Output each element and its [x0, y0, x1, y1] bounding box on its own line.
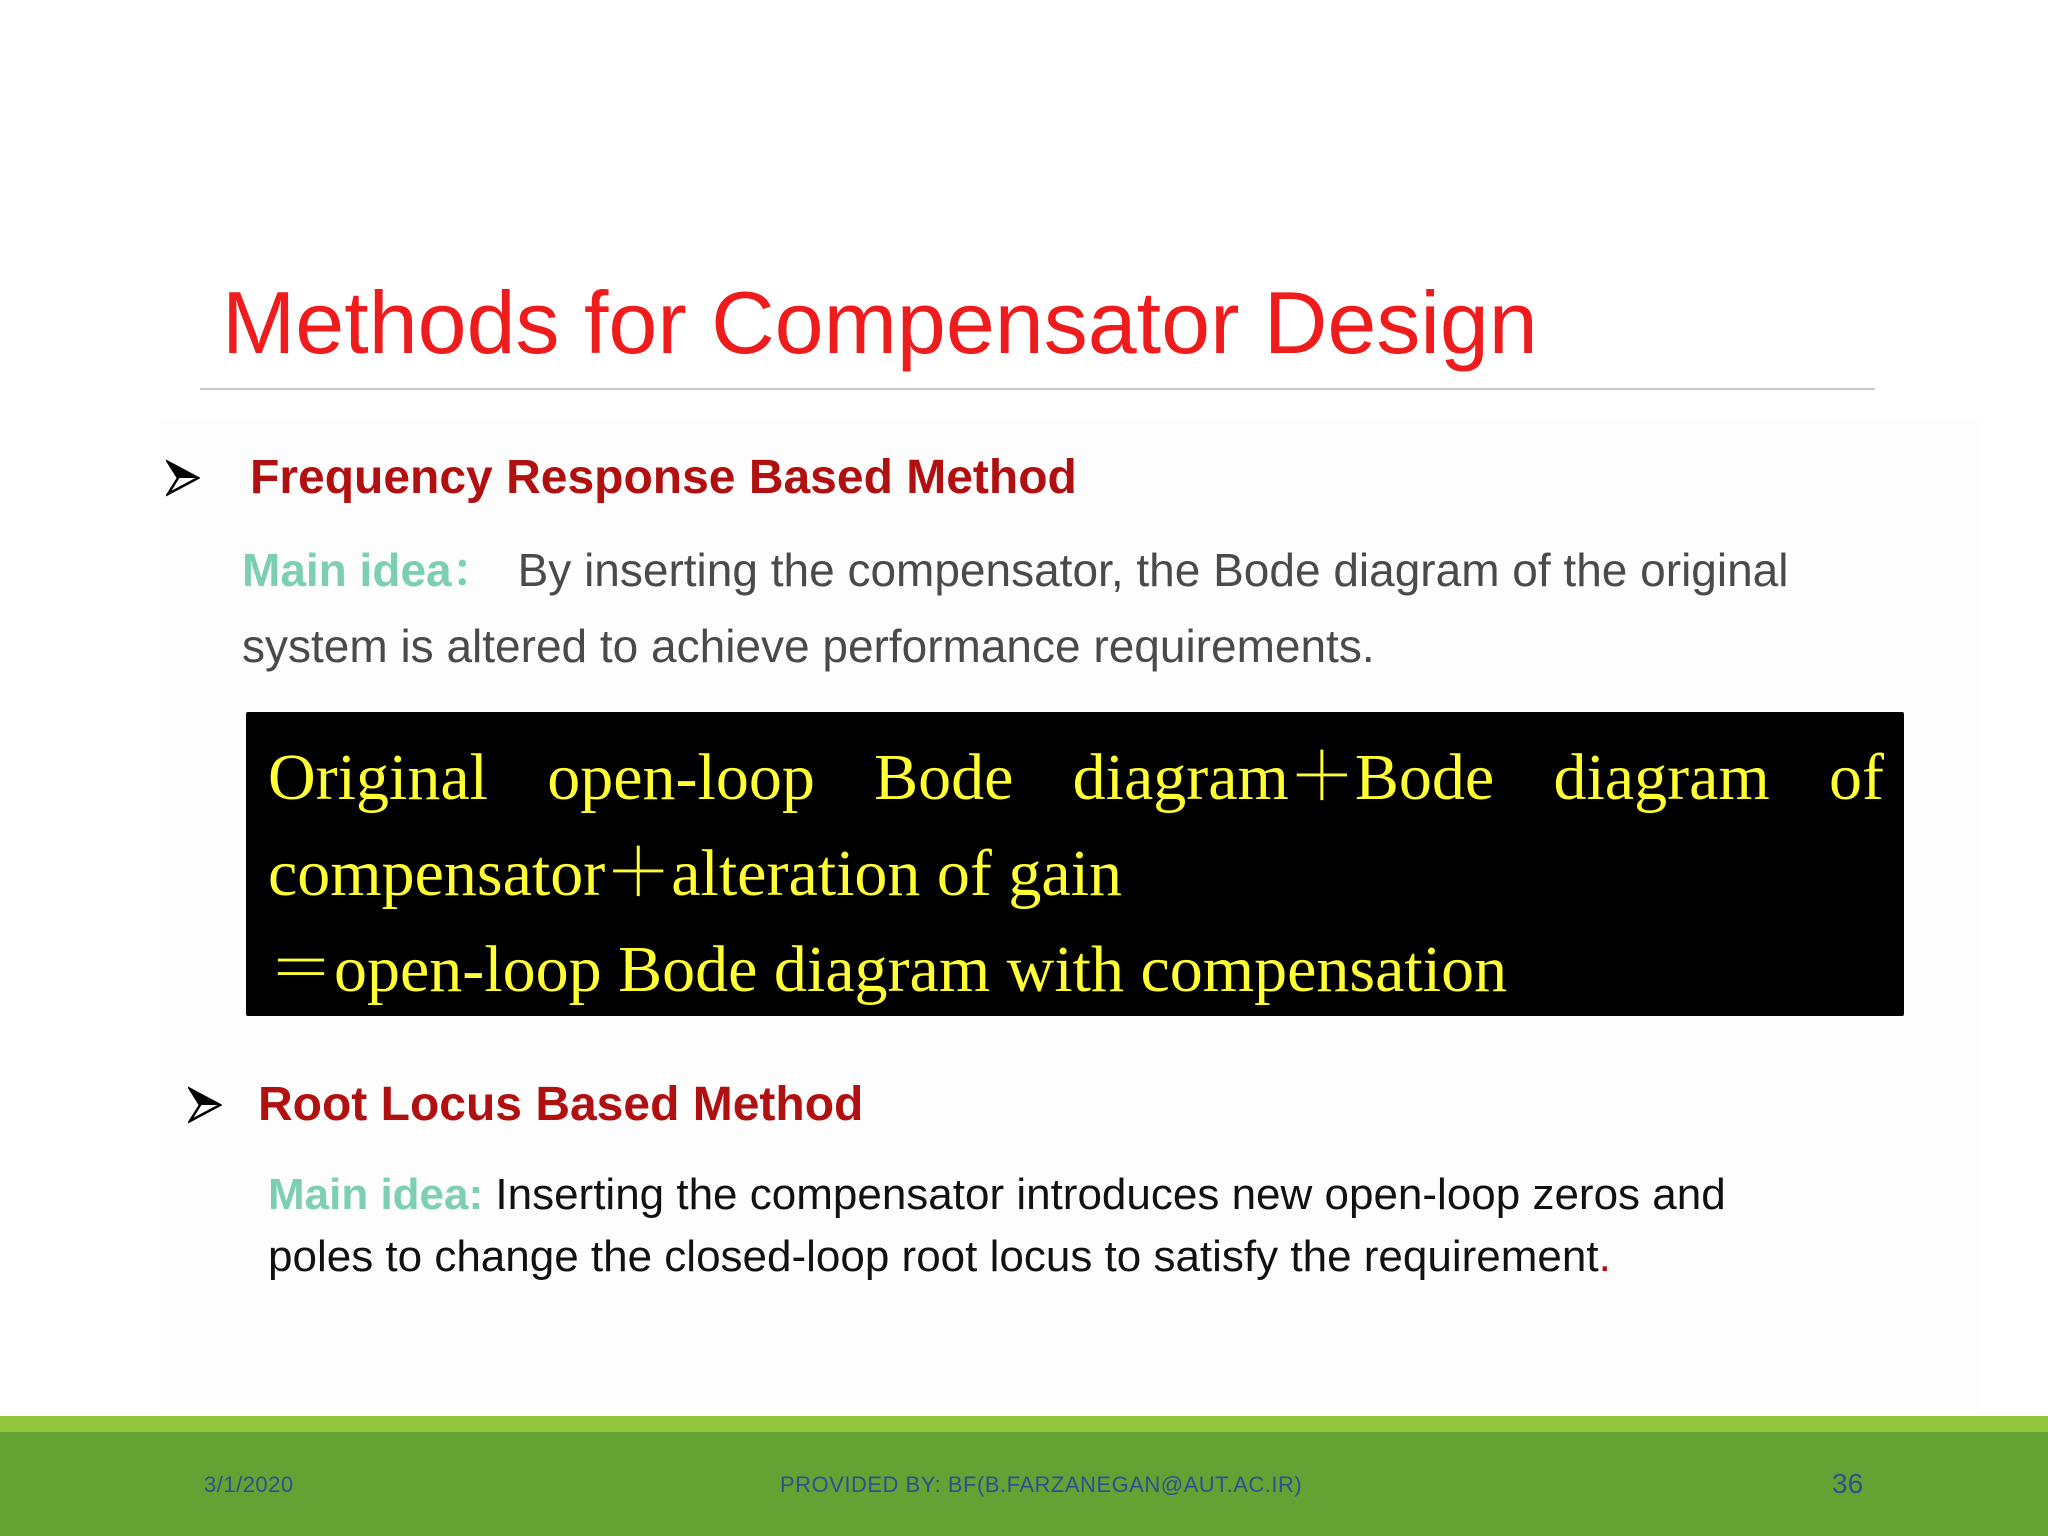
main-idea-paragraph-2: [268, 1164, 1968, 1288]
formula-word: of: [1828, 741, 1884, 814]
main-idea-paragraph: [242, 532, 1942, 684]
arrow-bullet-icon: [166, 458, 200, 498]
formula-word: Original: [268, 741, 488, 814]
footer-date: 3/1/2020: [204, 1472, 294, 1497]
formula-line-1: [268, 730, 1884, 826]
main-idea-text-line2: system is altered to achieve performance requirements.: [242, 620, 1375, 672]
formula-box: [246, 712, 1904, 1016]
formula-word: open-loop: [547, 741, 815, 814]
title-divider: [200, 388, 1875, 390]
main-idea-label: Main idea：: [242, 544, 498, 596]
bullet-frequency-response: [166, 448, 1077, 508]
formula-word: diagram＋Bode: [1072, 741, 1495, 814]
page-number: 36: [1832, 1468, 1864, 1499]
main-idea-text-line2: poles to change the closed-loop root locus to satisfy the requirement: [268, 1232, 1599, 1281]
formula-line-3: ＝open-loop Bode diagram with compensation: [268, 933, 1508, 1006]
footer-provider: PROVIDED BY: BF(B.FARZANEGAN@AUT.AC.IR): [780, 1472, 1303, 1497]
formula-line-2: compensator＋alteration of gain: [268, 837, 1123, 910]
section-heading: Frequency Response Based Method: [250, 451, 1077, 504]
formula-word: diagram: [1553, 741, 1770, 814]
arrow-bullet-icon: [188, 1085, 222, 1125]
bullet-root-locus: [188, 1075, 863, 1135]
main-idea-text-line1: Inserting the compensator introduces new open-loop zeros and: [483, 1170, 1726, 1219]
period-mark: .: [1598, 1232, 1611, 1281]
formula-word: Bode: [874, 741, 1014, 814]
slide-title: Methods for Compensator Design: [222, 273, 1538, 372]
section-heading: Root Locus Based Method: [258, 1078, 864, 1131]
footer-accent-bar: [0, 1416, 2048, 1432]
main-idea-text-line1: By inserting the compensator, the Bode diagram of the original: [517, 544, 1789, 596]
main-idea-label: Main idea:: [268, 1170, 484, 1219]
